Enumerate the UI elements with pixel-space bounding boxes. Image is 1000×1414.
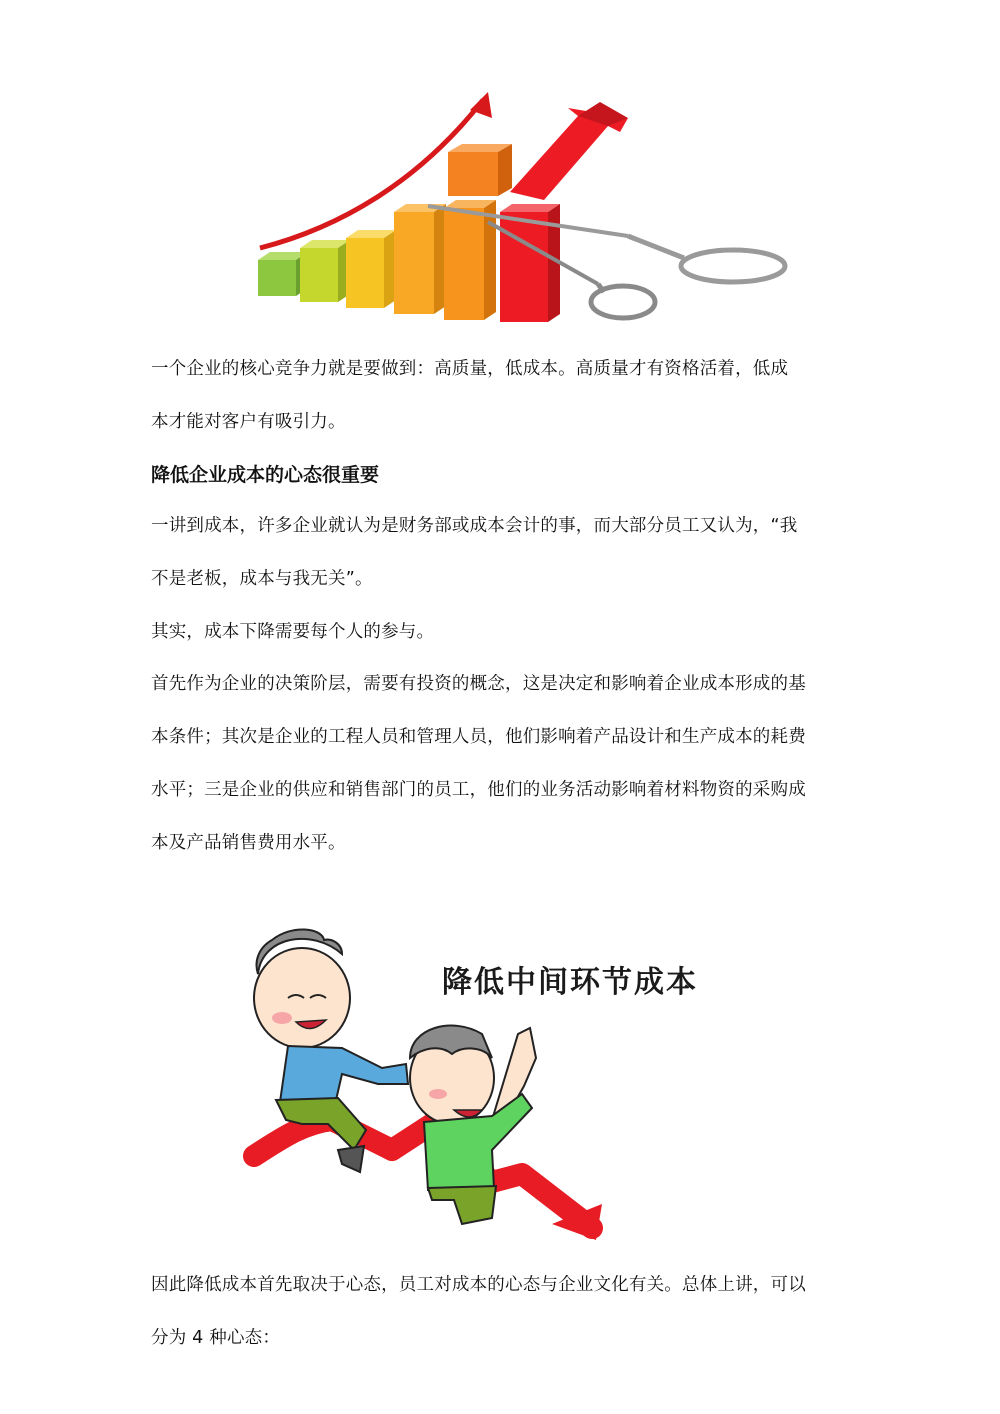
section-heading: 降低企业成本的心态很重要	[151, 464, 380, 486]
paragraph-line: 一个企业的核心竞争力就是要做到：高质量，低成本。高质量才有资格活着，低成	[151, 359, 789, 379]
paragraph-line: 本条件；其次是企业的工程人员和管理人员，他们影响着产品设计和生产成本的耗费	[151, 727, 806, 747]
paragraph-line: 水平；三是企业的供应和销售部门的员工，他们的业务活动影响着材料物资的采购成	[151, 780, 806, 800]
paragraph-line: 其实，成本下降需要每个人的参与。	[151, 622, 435, 642]
bar-yellowgreen	[300, 240, 350, 302]
paragraph-line: 本及产品销售费用水平。	[151, 833, 346, 853]
paragraph-intro	[151, 343, 851, 449]
bar-lightorange	[394, 204, 446, 314]
cost-cut-chart-illustration	[248, 88, 793, 324]
paragraph-line: 不是老板，成本与我无关”。	[151, 569, 373, 589]
paragraph-cost-view	[151, 500, 851, 606]
paragraph-participation	[151, 606, 851, 659]
cartoon-caption: 降低中间环节成本	[442, 965, 698, 1000]
paragraph-line: 首先作为企业的决策阶层，需要有投资的概念，这是决定和影响着企业成本形成的基	[151, 674, 806, 694]
paragraph-roles	[151, 658, 851, 870]
businessman-2	[410, 1026, 536, 1224]
bar-yellow	[346, 230, 396, 308]
paragraph-mindset	[151, 1259, 851, 1365]
paragraph-line: 分为 4 种心态：	[151, 1328, 281, 1348]
cartoon-illustration	[192, 888, 720, 1240]
bar-orange-top	[448, 144, 512, 196]
paragraph-line: 一讲到成本，许多企业就认为是财务部或成本会计的事，而大部分员工又认为，“我	[151, 516, 798, 536]
bar-orange	[444, 200, 496, 320]
paragraph-line: 因此降低成本首先取决于心态，员工对成本的心态与企业文化有关。总体上讲，可以	[151, 1275, 806, 1295]
paragraph-line: 本才能对客户有吸引力。	[151, 412, 346, 432]
